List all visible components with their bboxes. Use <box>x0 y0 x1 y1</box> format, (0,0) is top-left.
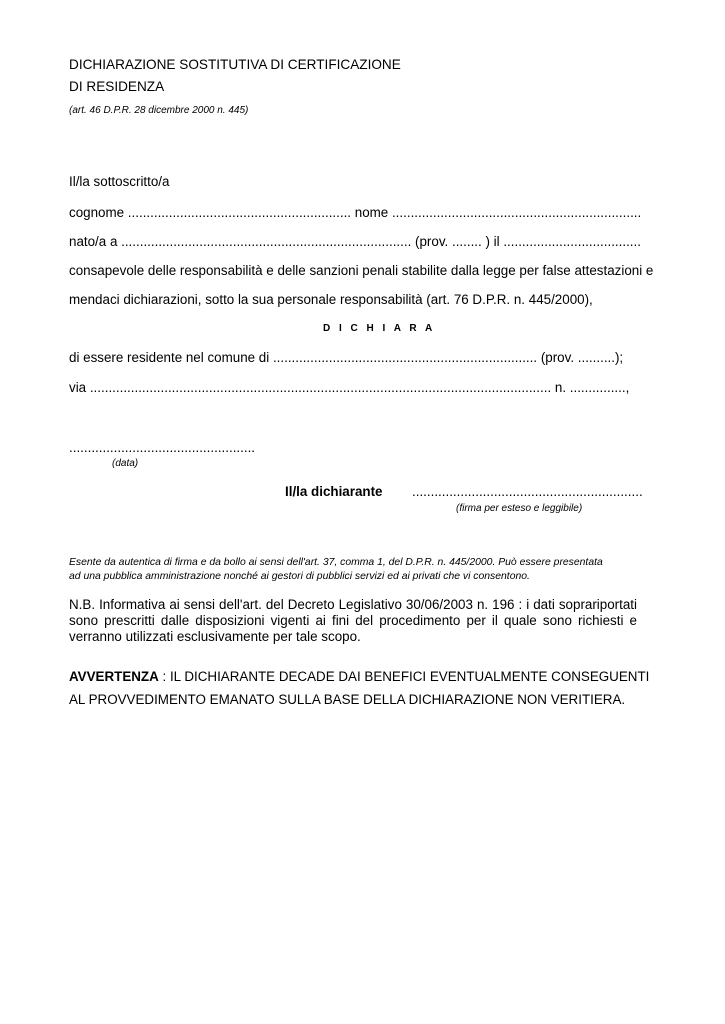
declarant-label: Il/la dichiarante <box>285 484 383 499</box>
warning-line2: AL PROVVEDIMENTO EMANATO SULLA BASE DELLA DICHIARAZIONE NON VERITIERA. <box>69 692 626 707</box>
awareness-statement-line2: mendaci dichiarazioni, sotto la sua personale responsabilità (art. 76 D.P.R. n. 445/2000), <box>69 292 593 307</box>
warning-label: AVVERTENZA <box>69 669 159 684</box>
birth-place-date-line: nato/a a .............................................................................. (prov. ........ ) il ..................................... <box>69 234 641 249</box>
warning-text-line1: : IL DICHIARANTE DECADE DAI BENEFICI EVENTUALMENTE CONSEGUENTI <box>158 669 650 684</box>
exemption-note-line1: Esente da autentica di firma e da bollo ai sensi dell'art. 37, comma 1, del D.P.R. n. 445/2000. Può essere presentata <box>69 557 603 568</box>
residence-street-line: via ............................................................................................................................ n. ..............., <box>69 380 630 395</box>
document-title-line2: DI RESIDENZA <box>69 79 165 94</box>
intro-label: Il/la sottoscritto/a <box>69 174 170 189</box>
date-caption: (data) <box>112 458 139 469</box>
dichiara-heading: D I C H I A R A <box>323 323 436 334</box>
residence-comune-line: di essere residente nel comune di ....................................................................... (prov. ..........); <box>69 350 624 365</box>
signature-caption: (firma per esteso e leggibile) <box>456 503 583 514</box>
cognome-nome-line: cognome ............................................................ nome ................................................................... <box>69 205 642 220</box>
warning-line1 <box>69 669 649 685</box>
document-title-line1: DICHIARAZIONE SOSTITUTIVA DI CERTIFICAZIONE <box>69 57 401 72</box>
date-signature-dots: .................................................. <box>69 440 256 455</box>
exemption-note-line2: ad una pubblica amministrazione nonché ai gestori di pubblici servizi ed ai privati che vi consentono. <box>69 571 530 582</box>
legal-reference: (art. 46 D.P.R. 28 dicembre 2000 n. 445) <box>69 105 249 116</box>
privacy-notice: N.B. Informativa ai sensi dell'art. del Decreto Legislativo 30/06/2003 n. 196 : i dati soprariportati sono prescritti dalle disposizioni vigenti ai fini del procedimento per il quale sono richiesti e verranno utilizzati esclusivamente per tale scopo. <box>69 597 637 644</box>
declarant-signature-dots: .............................................................. <box>412 484 643 499</box>
awareness-statement-line1: consapevole delle responsabilità e delle sanzioni penali stabilite dalla legge per false attestazioni e <box>69 263 654 278</box>
